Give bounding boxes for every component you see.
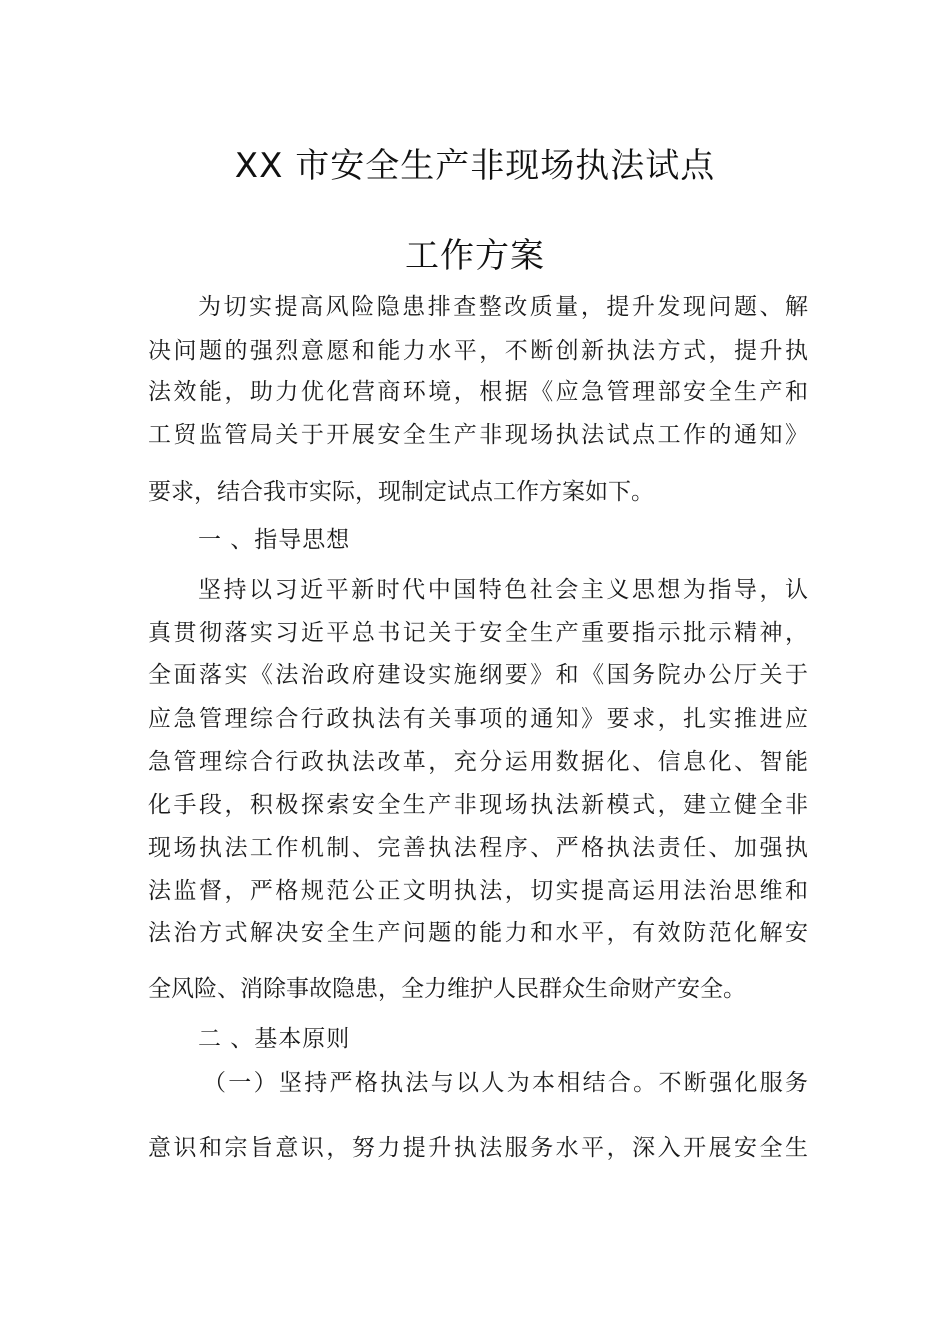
- section1-line: 急管理综合行政执法改革，充分运用数据化、信息化、智能: [148, 749, 808, 775]
- section1-line: 坚持以习近平新时代中国特色社会主义思想为指导，认: [198, 577, 808, 603]
- section1-line: 应急管理综合行政执法有关事项的通知》要求，扎实推进应: [148, 706, 808, 732]
- section1-line: 全面落实《法治政府建设实施纲要》和《国务院办公厅关于: [148, 662, 808, 688]
- section-heading: 二 、基本原则: [198, 1026, 351, 1052]
- document-title-line-1: XX 市安全生产非现场执法试点: [234, 146, 716, 186]
- section1-line: 现场执法工作机制、完善执法程序、严格执法责任、加强执: [148, 835, 808, 861]
- section2-line: 意识和宗旨意识，努力提升执法服务水平，深入开展安全生: [148, 1135, 808, 1161]
- section1-line: 法监督，严格规范公正文明执法，切实提高运用法治思维和: [148, 878, 808, 904]
- intro-line: 决问题的强烈意愿和能力水平，不断创新执法方式，提升执: [148, 338, 808, 364]
- document-title-line-2: 工作方案: [405, 236, 545, 276]
- section1-line: 化手段，积极探索安全生产非现场执法新模式，建立健全非: [148, 792, 808, 818]
- intro-line: 法效能，助力优化营商环境，根据《应急管理部安全生产和: [148, 379, 808, 405]
- intro-line: 要求，结合我市实际，现制定试点工作方案如下。: [148, 479, 654, 505]
- section2-line: （一）坚持严格执法与以人为本相结合。不断强化服务: [203, 1070, 808, 1096]
- section1-line: 真贯彻落实习近平总书记关于安全生产重要指示批示精神，: [148, 620, 808, 646]
- section-heading: 一 、指导思想: [198, 527, 351, 553]
- section1-line: 全风险、消除事故隐患，全力维护人民群众生命财产安全。: [148, 976, 746, 1002]
- section1-line: 法治方式解决安全生产问题的能力和水平，有效防范化解安: [148, 920, 808, 946]
- intro-line: 工贸监管局关于开展安全生产非现场执法试点工作的通知》: [148, 422, 808, 448]
- intro-line: 为切实提高风险隐患排查整改质量，提升发现问题、解: [198, 294, 808, 320]
